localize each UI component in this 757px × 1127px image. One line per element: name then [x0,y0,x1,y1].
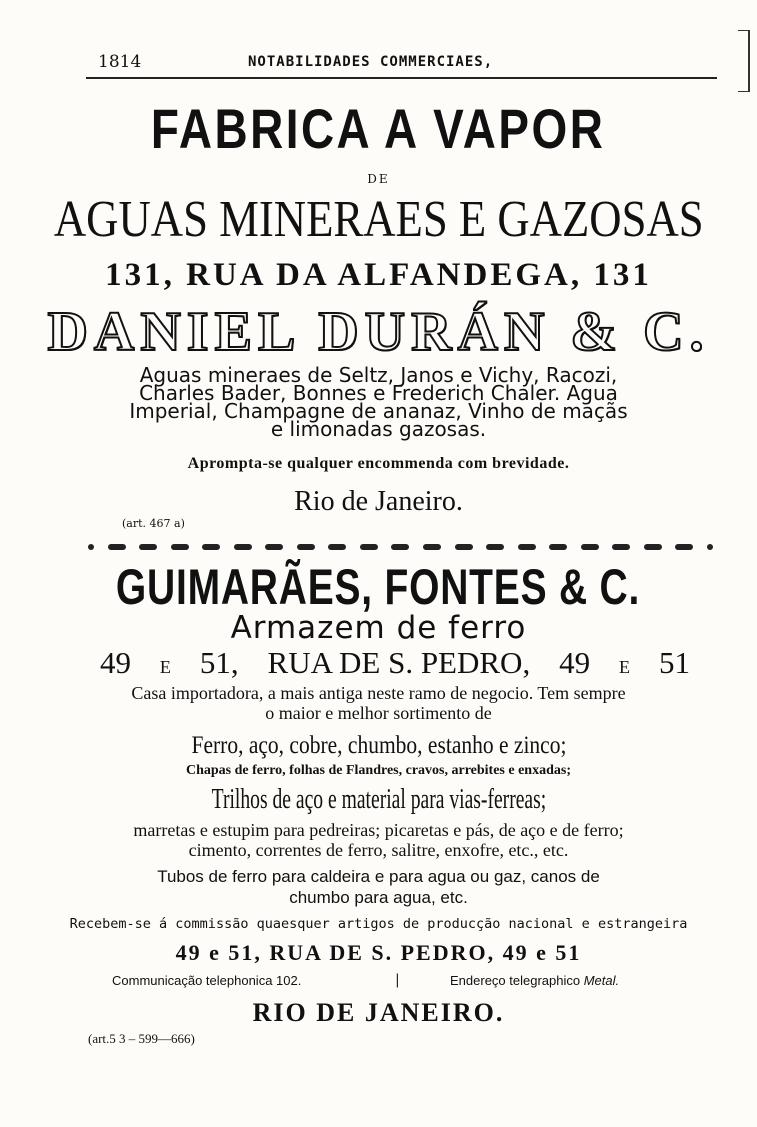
ad2-intro-line: Casa importadora, a mais antiga neste ramo de negocio. Tem sempre [131,683,626,703]
ad2-address-part: 51 [658,645,690,680]
running-title: NOTABILIDADES COMMERCIAES, [248,54,494,70]
ad2-address-part: 51, [199,645,239,680]
ad2-tubes-line: Tubos de ferro para caldeira e para agua ou gaz, canos de [157,867,600,886]
ad2-intro-line: o maior e melhor sortimento de [265,703,492,723]
ad1-title-wrap [0,96,757,161]
ad2-subtitle: Armazem de ferro [230,610,527,646]
ad2-address-part: 49 [100,645,131,680]
ad1-product-line: Charles Bader, Bonnes e Frederich Chaler. Agua [139,381,618,405]
ad1-product-line: Imperial, Champagne de ananaz, Vinho de maçãs [129,399,628,423]
ornament-divider [88,542,713,552]
ad2-tubes [0,866,757,908]
header-rule [86,77,717,79]
ad2-address-part: E [619,657,631,677]
ad2-rails-wrap [0,784,757,816]
ad2-address-bold: 49 e 51, RUA DE S. PEDRO, 49 e 51 [175,940,582,965]
ad1-subtitle-wrap [0,190,757,249]
ad1-notice: Apromptа-se qualquer encommenda com brevidade. [187,455,570,472]
ad2-telegraph-value: Metal. [583,973,620,988]
ad2-tools-line: cimento, correntes de ferro, salitre, enxofre, etc., etc. [188,840,569,860]
ad1-company: DANIEL DURÁN & C. [47,301,710,363]
ad1-subtitle: AGUAS MINERAES E GAZOSAS [53,191,704,248]
ad2-tools-line: marretas e estupim para pedreiras; picaretas e pás, de aço e de ferro; [133,820,624,840]
page-number: 1814 [98,52,142,72]
ad2-intro [0,683,757,723]
ad2-separator: | [395,972,400,988]
ad2-city: RIO DE JANEIRO. [252,998,505,1027]
ad2-telegraph-label: Endereço telegraphico [450,973,581,988]
ad2-address-part: 49 [559,645,591,680]
ad2-company-wrap [0,558,757,616]
ad2-sheets: Chapas de ferro, folhas de Flandres, cravos, arrebites e enxadas; [186,763,571,778]
ad1-de: DE [367,172,390,186]
ad2-metals: Ferro, aço, cobre, chumbo, estanho e zinco; [191,732,566,759]
scan-smudge [0,0,40,12]
ad2-address-line [100,645,690,681]
ad2-metals-wrap [0,732,757,760]
ad2-address-part: RUA DE S. PEDRO, [267,645,531,680]
ad2-company: GUIMARÃES, FONTES & C. [116,559,641,615]
ad2-rails: Trilhos de aço e material para vias-ferreas; [211,784,546,815]
ad1-address: 131, RUA DA ALFANDEGA, 131 [105,257,652,293]
ad1-city: Rio de Janeiro. [294,486,463,517]
ad2-commission: Recebem-se á commissão quaesquer artigos de producção nacional e estrangeira [69,916,688,932]
ad1-title: FABRICA A VAPOR [151,97,606,160]
ad2-phone: Communicação telephonica 102. [112,973,302,988]
ad2-tubes-line: chumbo para agua, etc. [289,888,468,907]
ad2-reference: (art.5 3 – 599—666) [88,1031,195,1046]
ad1-reference: (art. 467 a) [122,517,185,530]
ad1-product-line: Aguas mineraes de Seltz, Janos e Vichy, Racozi, [139,363,618,387]
ad2-address-part: E [159,657,171,677]
margin-bracket [738,30,750,92]
ad1-product-line: e limonadas gazosas. [270,417,487,441]
ad2-tools [0,820,757,860]
ad2-telegraph [450,973,619,988]
ad1-products [0,363,757,441]
ad1-company-wrap [0,300,757,364]
